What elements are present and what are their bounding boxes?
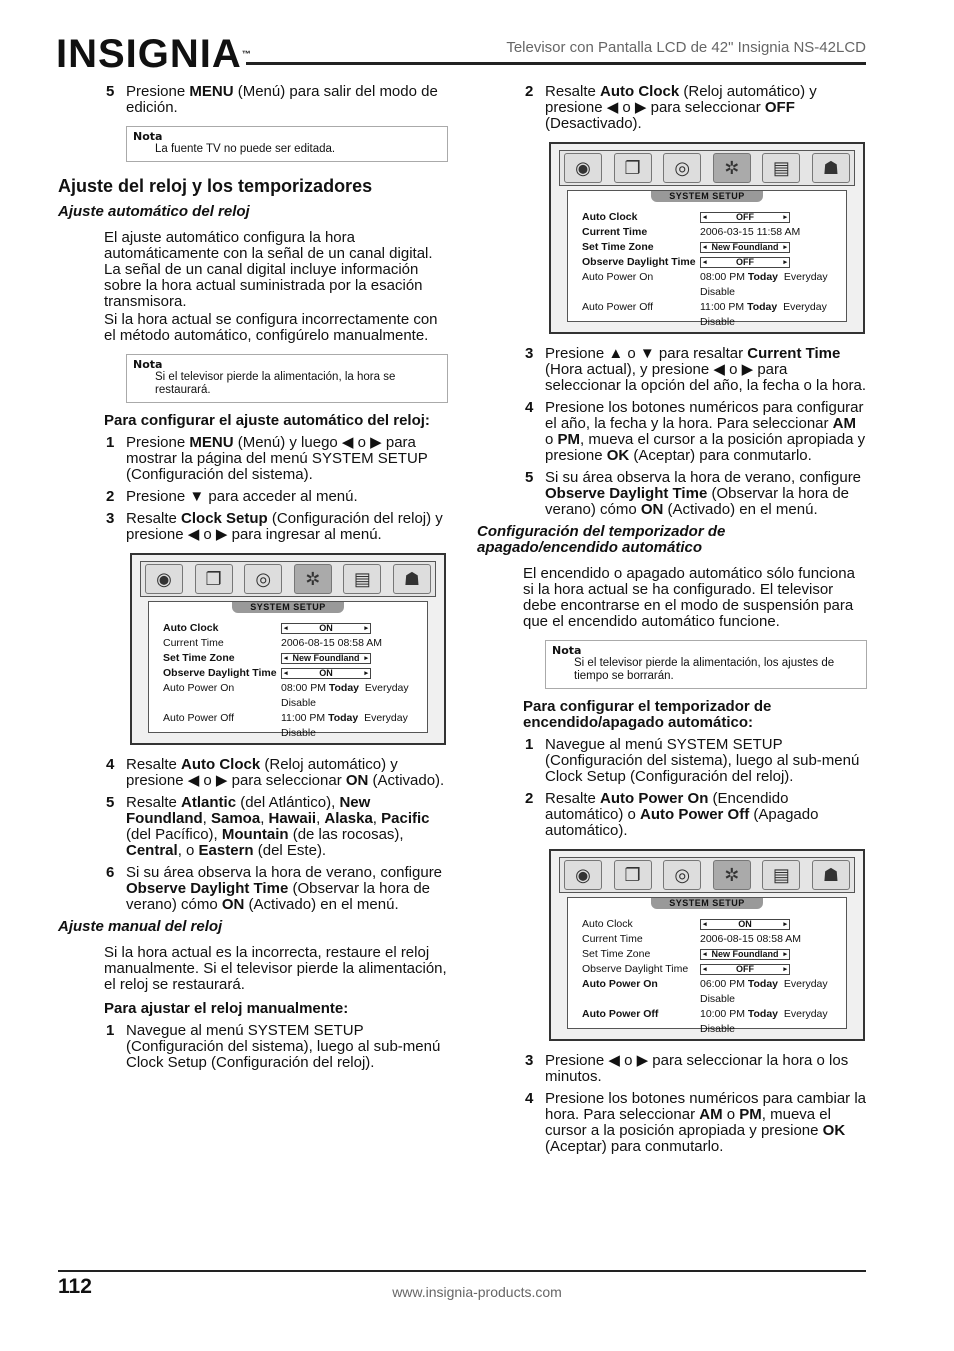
menu-icon-bar (140, 561, 436, 597)
subsection-title: Ajuste automático del reloj (58, 203, 250, 220)
paragraph: El encendido o apagado automático sólo funciona si la hora actual se ha configurado. El televisor debe encontrarse en el modo de suspensión para que el encendido automático funcione. (523, 565, 855, 630)
step-item: 3 Resalte Clock Setup (Configuración del reloj) y presione ◀ o ▶ para ingresar al menú. (106, 510, 443, 543)
step-item: 5 Presione MENU (Menú) para salir del modo de edición. (106, 83, 438, 116)
subsection-title: Configuración del temporizador de apagado/encendido automático (477, 523, 726, 556)
step-item: 5 Resalte Atlantic (del Atlántico), New Foundland, Samoa, Hawaii, Alaska, Pacific (del Pacífico), Mountain (de las rocosas), Central, o Eastern (del Este). (106, 794, 430, 859)
paragraph: Si la hora actual se configura incorrectamente con el método automático, configúrelo manualmente. (104, 311, 438, 344)
paragraph: El ajuste automático configura la hora automáticamente con la señal de un canal digital. La señal de un canal digital incluye información sobre la hora actual suministrada por la esación transmisora. (104, 229, 433, 310)
header-title: Televisor con Pantalla LCD de 42" Insignia NS-42LCD (506, 39, 866, 56)
procedure-title: Para configurar el temporizador de encendido/apagado automático: (523, 698, 772, 731)
step-item: 6 Si su área observa la hora de verano, configure Observe Daylight Time (Observar la hora de verano) cómo ON (Activado) en el menú. (106, 864, 443, 913)
section-title: Ajuste del reloj y los temporizadores (58, 176, 373, 196)
audio-icon: ◎ (663, 153, 701, 183)
note-box: Nota Si el televisor pierde la alimentación, la hora se restaurará. (126, 354, 448, 403)
step-item: 3 Presione ◀ o ▶ para seleccionar la hora o los minutos. (525, 1052, 849, 1085)
settings-panel: SYSTEM SETUP Auto Clock ◂ OFF ▸ Current Time 2006-03-15 11:58 AM Set Time Zone ◂ New Foundland ▸ Observe Daylight Time ◂ OFF ▸ Auto Power On 08:00 PM Today Everyday Disable Auto Power Off 11:00 PM Today Everyday Disable (567, 190, 847, 322)
step-item: 2 Resalte Auto Power On (Encendido automático) o Auto Power Off (Apagado automático). (525, 790, 819, 839)
channel-icon: ▤ (762, 860, 800, 890)
system-setup-screen (549, 142, 865, 334)
note-box: Nota La fuente TV no puede ser editada. (126, 126, 448, 162)
multi-window-icon: ❐ (614, 153, 652, 183)
step-item: 3 Presione ▲ o ▼ para resaltar Current Time (Hora actual), y presione ◀ o ▶ para seleccionar la opción del año, la fecha o la hora. (525, 345, 867, 394)
footer-rule (58, 1270, 866, 1272)
system-setup-icon: ✲ (713, 153, 751, 183)
picture-icon: ◉ (564, 153, 602, 183)
multi-window-icon: ❐ (614, 860, 652, 890)
picture-icon: ◉ (145, 564, 183, 594)
page-number: 112 (58, 1275, 92, 1298)
insignia-logo: INSIGNIA™ (56, 32, 251, 76)
step-item: 1 Navegue al menú SYSTEM SETUP (Configuración del sistema), luego al sub-menú Clock Setup (Configuración del reloj). (106, 1022, 441, 1071)
procedure-title: Para ajustar el reloj manualmente: (104, 1000, 349, 1017)
lock-icon: ☗ (812, 860, 850, 890)
subsection-title: Ajuste manual del reloj (58, 918, 223, 935)
note-box: Nota Si el televisor pierde la alimentación, los ajustes de tiempo se borrarán. (545, 640, 867, 689)
left-column (58, 84, 448, 1077)
step-item: 1 Presione MENU (Menú) y luego ◀ o ▶ para mostrar la página del menú SYSTEM SETUP (Configuración del sistema). (106, 434, 428, 483)
settings-panel: SYSTEM SETUP Auto Clock ◂ ON ▸ Current Time 2006-08-15 08:58 AM Set Time Zone ◂ New Foundland ▸ Observe Daylight Time ◂ OFF ▸ Auto Power On 06:00 PM Today Everyday Disable Auto Power Off 10:00 PM Today Everyday Disable (567, 897, 847, 1029)
channel-icon: ▤ (343, 564, 381, 594)
step-item: 2 Resalte Auto Clock (Reloj automático) y presione ◀ o ▶ para seleccionar OFF (Desactivado). (525, 83, 817, 132)
step-item: 4 Presione los botones numéricos para cambiar la hora. Para seleccionar AM o PM, mueva el cursor a la posición apropiada y presione OK (Aceptar) para conmutarlo. (525, 1090, 866, 1155)
step-item: 5 Si su área observa la hora de verano, configure Observe Daylight Time (Observar la hora de verano) cómo ON (Activado) en el menú. (525, 469, 862, 518)
menu-icon-bar (559, 857, 855, 893)
lock-icon: ☗ (393, 564, 431, 594)
system-setup-icon: ✲ (294, 564, 332, 594)
system-setup-icon: ✲ (713, 860, 751, 890)
system-setup-screen (130, 553, 446, 745)
picture-icon: ◉ (564, 860, 602, 890)
step-item: 4 Resalte Auto Clock (Reloj automático) y presione ◀ o ▶ para seleccionar ON (Activado). (106, 756, 445, 789)
audio-icon: ◎ (663, 860, 701, 890)
system-setup-screen (549, 849, 865, 1041)
footer-url[interactable]: www.insignia-products.com (392, 1284, 562, 1300)
paragraph: Si la hora actual es la incorrecta, restaure el reloj manualmente. Si el televisor pierde la alimentación, el reloj se restaurará. (104, 944, 447, 993)
audio-icon: ◎ (244, 564, 282, 594)
right-column (477, 84, 867, 1161)
multi-window-icon: ❐ (195, 564, 233, 594)
procedure-title: Para configurar el ajuste automático del reloj: (104, 412, 430, 429)
step-item: 4 Presione los botones numéricos para configurar el año, la fecha y la hora. Para seleccionar AM o PM, mueva el cursor a la posición apropiada y presione OK (Aceptar) para conmutarlo. (525, 399, 866, 464)
menu-icon-bar (559, 150, 855, 186)
header-rule (246, 62, 866, 65)
lock-icon: ☗ (812, 153, 850, 183)
step-item: 2 Presione ▼ para acceder al menú. (106, 488, 358, 505)
channel-icon: ▤ (762, 153, 800, 183)
step-item: 1 Navegue al menú SYSTEM SETUP (Configuración del sistema), luego al sub-menú Clock Setup (Configuración del reloj). (525, 736, 860, 785)
settings-panel: SYSTEM SETUP Auto Clock ◂ ON ▸ Current Time 2006-08-15 08:58 AM Set Time Zone ◂ New Foundland ▸ Observe Daylight Time ◂ ON ▸ Auto Power On 08:00 PM Today Everyday Disable Auto Power Off 11:00 PM Today Everyday Disable (148, 601, 428, 733)
